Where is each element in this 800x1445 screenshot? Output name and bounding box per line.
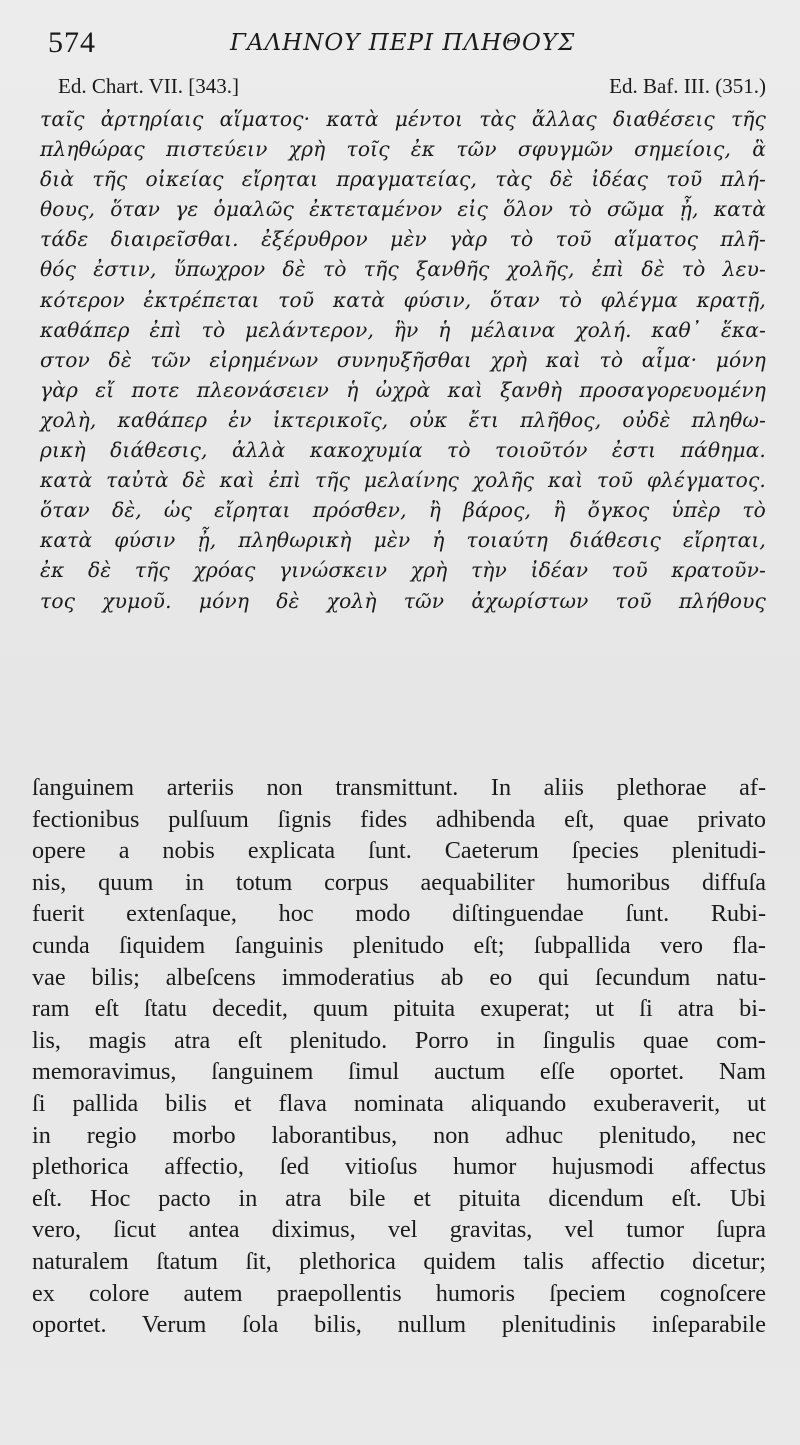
latin-text-line: lis, magis atra eſt plenitudo. Porro in ſingulis quae com- — [32, 1026, 766, 1054]
latin-text-line: memoravimus, ſanguinem ſimul auctum eſſe oportet. Nam — [32, 1058, 766, 1086]
greek-text-line: τάδε διαιρεῖσθαι. ἐξέρυθρον μὲν γὰρ τὸ τοῦ αἵματος πλῆ- — [40, 227, 766, 252]
latin-text-line: ſi pallida bilis et flava nominata aliquando exuberaverit, ut — [32, 1089, 766, 1117]
latin-text-line: plethorica affectio, ſed vitioſus humor hujusmodi affectus — [32, 1153, 766, 1181]
latin-text-line: eſt. Hoc pacto in atra bile et pituita dicendum eſt. Ubi — [32, 1184, 766, 1212]
latin-text-line: ex colore autem praepollentis humoris ſpeciem cognoſcere — [32, 1279, 766, 1307]
greek-text-line: πληθώρας πιστεύειν χρὴ τοῖς ἐκ τῶν σφυγμῶν σημείοις, ἃ — [40, 137, 766, 162]
running-title: ΓΑΛΗΝΟΥ ΠΕΡΙ ΠΛΗΘΟΥΣ — [230, 30, 576, 56]
latin-text-line: in regio morbo laborantibus, non adhuc plenitudo, nec — [32, 1121, 766, 1149]
greek-text-line: τος χυμοῦ. μόνη δὲ χολὴ τῶν ἀχωρίστων τοῦ πλήθους — [40, 588, 766, 613]
greek-text-line: ὅταν δὲ, ὡς εἴρηται πρόσθεν, ἢ βάρος, ἢ ὄγκος ὑπὲρ τὸ — [40, 498, 766, 523]
latin-text-line: naturalem ſtatum ſit, plethorica quidem talis affectio dicetur; — [32, 1247, 766, 1275]
latin-text-line: fectionibus pulſuum ſignis fides adhibenda eſt, quae privato — [32, 805, 766, 833]
greek-text-line: διὰ τῆς οἰκείας εἴρηται πραγματείας, τὰς δὲ ἰδέας τοῦ πλή- — [40, 167, 766, 192]
greek-text-line: κότερον ἐκτρέπεται τοῦ κατὰ φύσιν, ὅταν τὸ φλέγμα κρατῇ, — [40, 287, 766, 312]
edition-reference-chartier: Ed. Chart. VII. [343.] — [58, 74, 239, 98]
latin-text-line: ſanguinem arteriis non transmittunt. In aliis plethorae af- — [32, 774, 766, 801]
greek-text-block — [40, 104, 766, 616]
page-number: 574 — [48, 26, 96, 59]
edition-reference-basel: Ed. Baf. III. (351.) — [609, 74, 766, 98]
latin-text-block — [32, 772, 766, 1341]
latin-text-line: cunda ſiquidem ſanguinis plenitudo eſt; ſubpallida vero fla- — [32, 931, 766, 959]
latin-text-line: fuerit extenſaque, hoc modo diſtinguendae ſunt. Rubi- — [32, 900, 766, 928]
greek-text-line: καθάπερ ἐπὶ τὸ μελάντερον, ἣν ἡ μέλαινα χολή. καθ᾽ ἕκα- — [40, 317, 766, 342]
greek-text-line: γὰρ εἴ ποτε πλεονάσειεν ἡ ὠχρὰ καὶ ξανθὴ προσαγορευομένη — [40, 377, 766, 402]
greek-text-line: ἐκ δὲ τῆς χρόας γινώσκειν χρὴ τὴν ἰδέαν τοῦ κρατοῦν- — [40, 558, 766, 583]
latin-text-line: oportet. Verum ſola bilis, nullum plenitudinis inſeparabile — [32, 1311, 766, 1339]
bleed-through-text — [40, 712, 766, 756]
latin-text-line: nis, quum in totum corpus aequabiliter humoribus diffuſa — [32, 868, 766, 896]
greek-text-line: ταῖς ἀρτηρίαις αἵματος· κατὰ μέντοι τὰς ἄλλας διαθέσεις τῆς — [40, 107, 766, 131]
greek-text-line: στον δὲ τῶν εἰρημένων συνηυξῆσθαι χρὴ καὶ τὸ αἷμα· μόνη — [40, 347, 766, 372]
latin-text-line: vero, ſicut antea diximus, vel gravitas, vel tumor ſupra — [32, 1216, 766, 1244]
greek-text-line: θους, ὅταν γε ὁμαλῶς ἐκτεταμένον εἰς ὅλον τὸ σῶμα ᾖ, κατὰ — [40, 197, 766, 222]
greek-text-line: χολὴ, καθάπερ ἐν ἰκτερικοῖς, οὐκ ἔτι πλῆθος, οὐδὲ πληθω- — [40, 407, 766, 432]
greek-text-line: θός ἐστιν, ὕπωχρον δὲ τὸ τῆς ξανθῆς χολῆς, ἐπὶ δὲ τὸ λευ- — [40, 257, 766, 282]
latin-text-line: opere a nobis explicata ſunt. Caeterum ſpecies plenitudi- — [32, 837, 766, 865]
greek-text-line: κατὰ ταὐτὰ δὲ καὶ ἐπὶ τῆς μελαίνης χολῆς καὶ τοῦ φλέγματος. — [40, 468, 766, 493]
page-header — [40, 22, 762, 62]
latin-text-line: vae bilis; albeſcens immoderatius ab eo qui ſecundum natu- — [32, 963, 766, 991]
latin-text-line: ram eſt ſtatu decedit, quum pituita exuperat; ut ſi atra bi- — [32, 995, 766, 1023]
greek-text-line: κατὰ φύσιν ᾖ, πληθωρικὴ μὲν ἡ τοιαύτη διάθεσις εἴρηται, — [40, 528, 766, 553]
greek-text-line: ρικὴ διάθεσις, ἀλλὰ κακοχυμία τὸ τοιοῦτόν ἐστι πάθημα. — [40, 438, 766, 463]
edition-references — [40, 74, 766, 102]
